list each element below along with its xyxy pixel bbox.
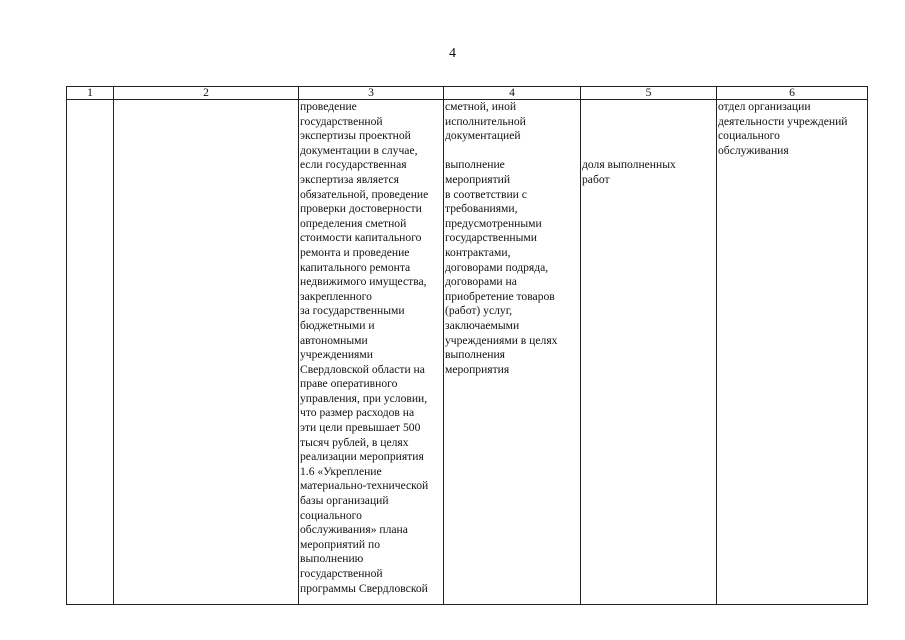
column-header-5: 5 — [581, 87, 717, 100]
cell-col-4-text-part1: сметной, иной исполнительной документацией — [445, 100, 526, 143]
page-number: 4 — [449, 46, 456, 61]
cell-col-3 — [299, 100, 444, 605]
cell-col-1 — [67, 100, 114, 605]
column-header-1: 1 — [67, 87, 114, 100]
cell-col-5-spacer-2 — [582, 115, 715, 130]
cell-col-5-text: доля выполненных работ — [582, 158, 676, 186]
cell-col-6 — [717, 100, 868, 605]
cell-col-4-text-part2: выполнение мероприятий в соответствии с требованиями, предусмотренными государственными контрактами, договорами подряда, договорами на приобретение товаров (работ) услуг, заключаемыми учреждениями в целях выполнения мероприятия — [445, 158, 558, 376]
cell-col-6-text: отдел организации деятельности учреждений социального обслуживания — [718, 100, 848, 157]
cell-col-4-spacer — [445, 144, 579, 159]
cell-col-5-spacer-3 — [582, 129, 715, 144]
cell-col-5-spacer-4 — [582, 144, 715, 159]
document-table — [66, 86, 868, 605]
table-header-row — [67, 87, 868, 100]
cell-col-2 — [114, 100, 299, 605]
column-header-3: 3 — [299, 87, 444, 100]
cell-col-4 — [444, 100, 581, 605]
cell-col-5-spacer-1 — [582, 100, 715, 115]
column-header-2: 2 — [114, 87, 299, 100]
table-row — [67, 100, 868, 605]
cell-col-5 — [581, 100, 717, 605]
column-header-6: 6 — [717, 87, 868, 100]
column-header-4: 4 — [444, 87, 581, 100]
cell-col-3-text: проведение государственной экспертизы проектной документации в случае, если государственная экспертиза является обязательной, проведение проверки достоверности определения сметной стоимости капитального ремонта и проведение капитального ремонта недвижимого имущества, закрепленного за государственными бюджетными и автономными учреждениями Свердловской области на праве оперативного управления, при условии, что размер расходов на эти цели превышает 500 тысяч рублей, в целях реализации мероприятия 1.6 «Укрепление материально-технической базы организаций социального обслуживания» плана мероприятий по выполнению государственной программы Свердловской — [300, 100, 429, 595]
